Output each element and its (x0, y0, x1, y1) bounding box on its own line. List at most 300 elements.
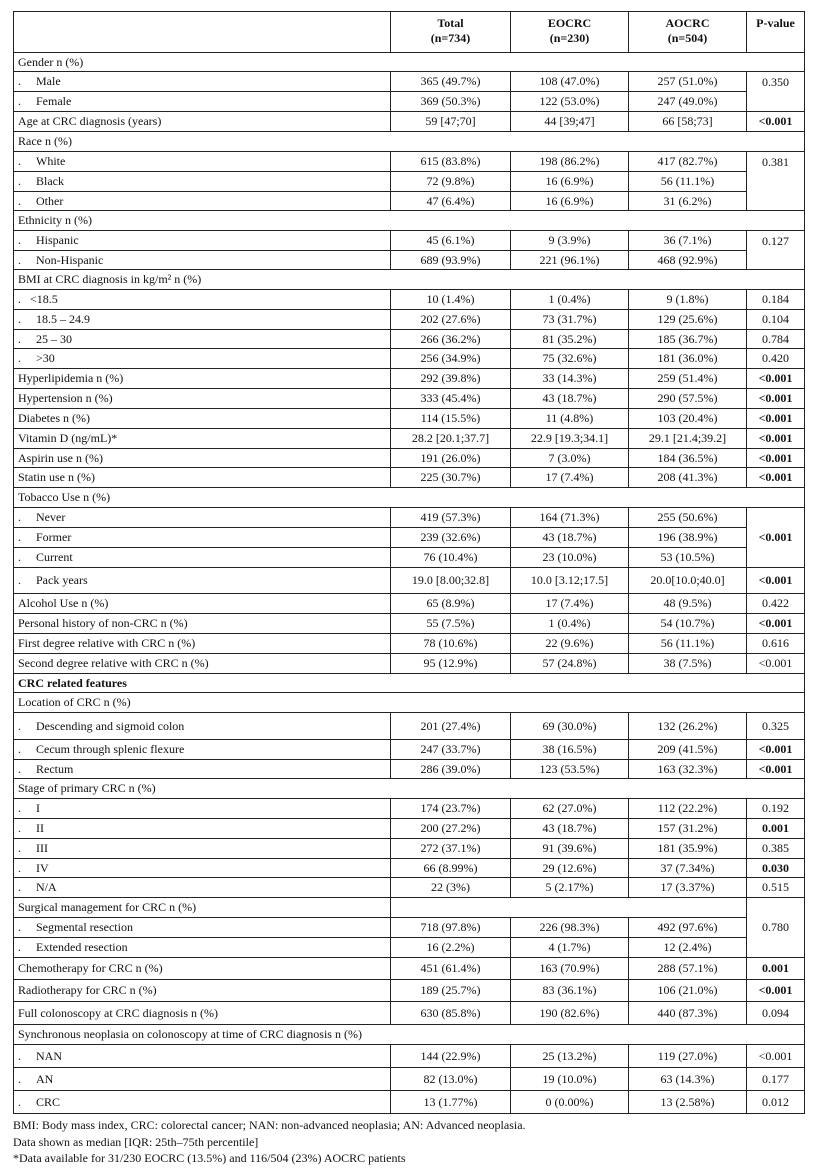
row-label-text: Hypertension n (%) (18, 391, 113, 405)
table-row (14, 740, 805, 760)
cell-eocrc: 57 (24.8%) (511, 654, 629, 674)
cell-pvalue: <0.001 (747, 980, 805, 1002)
cell-pvalue: 0.325 (747, 713, 805, 740)
cell-pvalue: <0.001 (747, 112, 805, 132)
table-body (14, 53, 805, 1114)
cell-eocrc: 16 (6.9%) (511, 192, 629, 211)
row-label-text: I (36, 801, 40, 815)
cell-total: 189 (25.7%) (391, 980, 511, 1002)
cell-aocrc: 247 (49.0%) (629, 92, 747, 112)
indent-dot: . (18, 1094, 21, 1109)
cell-total: 615 (83.8%) (391, 152, 511, 172)
cell-aocrc: 259 (51.4%) (629, 369, 747, 389)
row-label (14, 310, 391, 330)
table-row (14, 1091, 805, 1114)
cell-total: 19.0 [8.00;32.8] (391, 568, 511, 594)
row-label (14, 740, 391, 760)
table-row (14, 958, 805, 980)
row-label-text: Segmental resection (36, 920, 133, 934)
cell-eocrc: 1 (0.4%) (511, 614, 629, 634)
table-row (14, 251, 805, 270)
cell-aocrc: 103 (20.4%) (629, 409, 747, 429)
row-label-text: Descending and sigmoid colon (36, 718, 185, 733)
row-label-text: Pack years (36, 573, 88, 587)
cell-aocrc: 48 (9.5%) (629, 594, 747, 614)
cell-pvalue: 0.094 (747, 1002, 805, 1025)
row-label (14, 349, 391, 369)
cell-pvalue: 0.780 (747, 898, 805, 958)
table-row (14, 349, 805, 369)
row-label-text: Never (36, 510, 66, 524)
cell-aocrc: 157 (31.2%) (629, 819, 747, 839)
row-label (14, 508, 391, 528)
row-label (14, 779, 805, 799)
cell-aocrc: 13 (2.58%) (629, 1091, 747, 1114)
cell-aocrc: 20.0[10.0;40.0] (629, 568, 747, 594)
category-row (14, 898, 805, 918)
row-label-text: Synchronous neoplasia on colonoscopy at time of CRC diagnosis n (%) (18, 1027, 362, 1041)
row-label-text: Statin use n (%) (18, 470, 95, 484)
row-label-text: II (36, 821, 44, 835)
cell-total: 72 (9.8%) (391, 172, 511, 192)
cell-total: 689 (93.9%) (391, 251, 511, 270)
indent-dot: . (18, 550, 21, 564)
row-label-text: III (36, 841, 48, 855)
table-row (14, 859, 805, 878)
cell-pvalue: 0.012 (747, 1091, 805, 1114)
row-label-text: Race n (%) (18, 134, 72, 148)
row-label (14, 251, 391, 270)
row-label (14, 152, 391, 172)
row-label (14, 548, 391, 568)
cell-total: 266 (36.2%) (391, 330, 511, 349)
cell-total: 76 (10.4%) (391, 548, 511, 568)
row-label-text: Tobacco Use n (%) (18, 490, 111, 504)
footnote-median: Data shown as median [IQR: 25th–75th percentile] (13, 1134, 259, 1149)
cell-pvalue: 0.422 (747, 594, 805, 614)
cell-aocrc: 29.1 [21.4;39.2] (629, 429, 747, 449)
row-label-text: Aspirin use n (%) (18, 450, 103, 465)
header-total-n: (n=734) (430, 31, 471, 45)
indent-dot: . (18, 174, 21, 188)
cell-eocrc: 83 (36.1%) (511, 980, 629, 1002)
cell-aocrc: 163 (32.3%) (629, 760, 747, 779)
cell-total: 10 (1.4%) (391, 290, 511, 310)
row-label (14, 290, 391, 310)
cell-eocrc: 38 (16.5%) (511, 740, 629, 760)
row-label (14, 488, 805, 508)
table-row (14, 369, 805, 389)
cell-aocrc: 9 (1.8%) (629, 290, 747, 310)
row-label-text: Second degree relative with CRC n (%) (18, 656, 209, 670)
cell-aocrc: 56 (11.1%) (629, 172, 747, 192)
row-label (14, 92, 391, 112)
row-label (14, 878, 391, 898)
cell-aocrc: 257 (51.0%) (629, 72, 747, 92)
cell-pvalue: <0.001 (747, 568, 805, 594)
cell-total: 22 (3%) (391, 878, 511, 898)
cell-total: 66 (8.99%) (391, 859, 511, 878)
cell-aocrc: 112 (22.2%) (629, 799, 747, 819)
row-label (14, 72, 391, 92)
table-row (14, 528, 805, 548)
cell-total: 82 (13.0%) (391, 1068, 511, 1091)
category-row (14, 693, 805, 713)
cell-eocrc: 17 (7.4%) (511, 468, 629, 488)
indent-dot: . (18, 718, 21, 733)
cell-aocrc: 181 (36.0%) (629, 349, 747, 369)
cell-eocrc: 4 (1.7%) (511, 938, 629, 958)
row-label (14, 528, 391, 548)
cell-eocrc: 16 (6.9%) (511, 172, 629, 192)
table-row (14, 760, 805, 779)
header-aocrc-label: AOCRC (665, 16, 710, 30)
header-row (14, 12, 805, 53)
row-label-text: Gender n (%) (18, 54, 84, 69)
row-label-text: Diabetes n (%) (18, 411, 90, 425)
cell-eocrc: 22.9 [19.3;34.1] (511, 429, 629, 449)
cell-total: 114 (15.5%) (391, 409, 511, 429)
cell-pvalue: <0.001 (747, 740, 805, 760)
cell-aocrc: 12 (2.4%) (629, 938, 747, 958)
table-row (14, 152, 805, 172)
cell-total: 28.2 [20.1;37.7] (391, 429, 511, 449)
row-label (14, 713, 391, 740)
table-row (14, 799, 805, 819)
indent-dot: . (18, 292, 21, 306)
row-label (14, 449, 391, 468)
cell-total: 47 (6.4%) (391, 192, 511, 211)
cell-eocrc: 29 (12.6%) (511, 859, 629, 878)
cell-aocrc: 38 (7.5%) (629, 654, 747, 674)
header-pvalue (747, 12, 805, 53)
table-row (14, 839, 805, 859)
row-label (14, 819, 391, 839)
row-label-text: Alcohol Use n (%) (18, 596, 109, 610)
row-label-text: IV (36, 860, 49, 875)
cell-aocrc: 31 (6.2%) (629, 192, 747, 211)
row-label-text: First degree relative with CRC n (%) (18, 636, 196, 650)
header-total-label: Total (437, 16, 464, 30)
footnote-abbreviations: BMI: Body mass index, CRC: colorectal cancer; NAN: non-advanced neoplasia; AN: Advanced neoplasia. (13, 1118, 526, 1132)
cell-pvalue: <0.001 (747, 508, 805, 568)
cell-total: 286 (39.0%) (391, 760, 511, 779)
cell-aocrc: 181 (35.9%) (629, 839, 747, 859)
row-label-text: Hispanic (36, 233, 79, 247)
category-row (14, 132, 805, 152)
indent-dot: . (18, 940, 21, 954)
cell-aocrc: 54 (10.7%) (629, 614, 747, 634)
cell-eocrc: 62 (27.0%) (511, 799, 629, 819)
table-row (14, 172, 805, 192)
cell-total: 333 (45.4%) (391, 389, 511, 409)
table-row (14, 310, 805, 330)
cell-total: 419 (57.3%) (391, 508, 511, 528)
cell-eocrc: 164 (71.3%) (511, 508, 629, 528)
row-label-text: Chemotherapy for CRC n (%) (18, 961, 163, 975)
cell-pvalue: 0.001 (747, 958, 805, 980)
cell-total: 292 (39.8%) (391, 369, 511, 389)
indent-dot: . (18, 74, 21, 88)
row-label (14, 231, 391, 251)
cell-pvalue: <0.001 (747, 468, 805, 488)
header-eocrc (511, 12, 629, 53)
cell-aocrc: 209 (41.5%) (629, 740, 747, 760)
table-row (14, 389, 805, 409)
table-row (14, 409, 805, 429)
row-label (14, 172, 391, 192)
cell-total: 55 (7.5%) (391, 614, 511, 634)
cell-pvalue: 0.385 (747, 839, 805, 859)
cell-aocrc: 417 (82.7%) (629, 152, 747, 172)
cell-eocrc: 19 (10.0%) (511, 1068, 629, 1091)
table-row (14, 918, 805, 938)
cell-pvalue: 0.192 (747, 799, 805, 819)
cell-pvalue: <0.001 (747, 389, 805, 409)
indent-dot: . (18, 1071, 21, 1086)
table-row (14, 1068, 805, 1091)
cell-pvalue: 0.184 (747, 290, 805, 310)
indent-dot: . (18, 193, 21, 208)
row-label (14, 839, 391, 859)
cell-pvalue: 0.616 (747, 634, 805, 654)
cell-eocrc: 7 (3.0%) (511, 449, 629, 468)
category-row (14, 1025, 805, 1045)
header-pvalue-label: P-value (756, 16, 795, 30)
cell-total: 59 [47;70] (391, 112, 511, 132)
row-label (14, 1068, 391, 1091)
cell-total: 365 (49.7%) (391, 72, 511, 92)
empty-cell (391, 898, 747, 918)
table-row (14, 231, 805, 251)
row-label-text: White (36, 154, 66, 168)
cell-total: 174 (23.7%) (391, 799, 511, 819)
indent-dot: . (18, 920, 21, 934)
cell-pvalue: 0.001 (747, 819, 805, 839)
table-row (14, 429, 805, 449)
cell-aocrc: 129 (25.6%) (629, 310, 747, 330)
cell-pvalue: 0.515 (747, 878, 805, 898)
row-label-text: CRC related features (18, 675, 127, 690)
table-row (14, 878, 805, 898)
cell-total: 256 (34.9%) (391, 349, 511, 369)
cell-pvalue: <0.001 (747, 369, 805, 389)
cell-aocrc: 132 (26.2%) (629, 713, 747, 740)
row-label (14, 369, 391, 389)
cell-aocrc: 208 (41.3%) (629, 468, 747, 488)
row-label (14, 53, 805, 72)
row-label-text: Age at CRC diagnosis (years) (18, 114, 162, 128)
table-row (14, 938, 805, 958)
row-label-text: >30 (36, 351, 55, 365)
row-label-text: Female (36, 94, 72, 108)
cell-eocrc: 91 (39.6%) (511, 839, 629, 859)
cell-eocrc: 221 (96.1%) (511, 251, 629, 270)
row-label (14, 938, 391, 958)
cell-eocrc: 1 (0.4%) (511, 290, 629, 310)
cell-aocrc: 440 (87.3%) (629, 1002, 747, 1025)
cell-eocrc: 123 (53.5%) (511, 760, 629, 779)
row-label-text: Extended resection (36, 940, 128, 954)
row-label (14, 614, 391, 634)
row-label (14, 192, 391, 211)
row-label-text: Black (36, 174, 64, 188)
indent-dot: . (18, 351, 21, 365)
row-label (14, 918, 391, 938)
cell-total: 451 (61.4%) (391, 958, 511, 980)
row-label (14, 270, 805, 290)
row-label-text: Ethnicity n (%) (18, 213, 92, 227)
row-label (14, 211, 805, 231)
category-row (14, 488, 805, 508)
cell-eocrc: 0 (0.00%) (511, 1091, 629, 1114)
cell-eocrc: 43 (18.7%) (511, 528, 629, 548)
row-label-text: Rectum (36, 761, 74, 776)
cell-eocrc: 43 (18.7%) (511, 389, 629, 409)
table-row (14, 508, 805, 528)
row-label-text: N/A (36, 880, 57, 894)
cell-total: 16 (2.2%) (391, 938, 511, 958)
cell-aocrc: 66 [58;73] (629, 112, 747, 132)
header-variable (14, 12, 391, 53)
row-label-text: Other (36, 193, 64, 208)
indent-dot: . (18, 880, 21, 894)
row-label-text: BMI at CRC diagnosis in kg/m² n (%) (18, 272, 202, 286)
cell-eocrc: 22 (9.6%) (511, 634, 629, 654)
cell-pvalue: <0.001 (747, 760, 805, 779)
cell-pvalue: 0.104 (747, 310, 805, 330)
row-label-text: Current (36, 550, 73, 564)
table-row (14, 112, 805, 132)
table-row (14, 654, 805, 674)
cell-total: 45 (6.1%) (391, 231, 511, 251)
cell-eocrc: 108 (47.0%) (511, 72, 629, 92)
row-label-text: Full colonoscopy at CRC diagnosis n (%) (18, 1005, 218, 1020)
cell-total: 718 (97.8%) (391, 918, 511, 938)
header-aocrc (629, 12, 747, 53)
row-label-text: Radiotherapy for CRC n (%) (18, 983, 157, 997)
row-label-text: <18.5 (30, 292, 58, 306)
cell-eocrc: 11 (4.8%) (511, 409, 629, 429)
indent-dot: . (18, 530, 21, 544)
cell-eocrc: 10.0 [3.12;17.5] (511, 568, 629, 594)
cell-total: 630 (85.8%) (391, 1002, 511, 1025)
row-label (14, 760, 391, 779)
table-row (14, 634, 805, 654)
row-label (14, 1025, 805, 1045)
row-label-text: Personal history of non-CRC n (%) (18, 616, 188, 630)
row-label-text: Cecum through splenic flexure (36, 742, 185, 756)
cell-total: 200 (27.2%) (391, 819, 511, 839)
cell-eocrc: 163 (70.9%) (511, 958, 629, 980)
cell-total: 13 (1.77%) (391, 1091, 511, 1114)
cell-aocrc: 196 (38.9%) (629, 528, 747, 548)
row-label (14, 654, 391, 674)
cell-eocrc: 44 [39;47] (511, 112, 629, 132)
row-label-text: 18.5 – 24.9 (36, 312, 90, 326)
table-row (14, 290, 805, 310)
cell-pvalue: <0.001 (747, 429, 805, 449)
cell-pvalue: 0.420 (747, 349, 805, 369)
table-row (14, 548, 805, 568)
cell-eocrc: 190 (82.6%) (511, 1002, 629, 1025)
footnotes (13, 1117, 526, 1167)
cell-aocrc: 63 (14.3%) (629, 1068, 747, 1091)
characteristics-table (13, 11, 805, 1114)
table-row (14, 92, 805, 112)
category-row (14, 211, 805, 231)
row-label-text: AN (36, 1071, 54, 1086)
cell-pvalue: 0.030 (747, 859, 805, 878)
row-label-text: Hyperlipidemia n (%) (18, 371, 124, 385)
table-row (14, 1002, 805, 1025)
row-label-text: Male (36, 74, 61, 88)
table-row (14, 468, 805, 488)
cell-eocrc: 73 (31.7%) (511, 310, 629, 330)
table-row (14, 449, 805, 468)
indent-dot: . (18, 801, 21, 815)
category-row (14, 779, 805, 799)
category-row (14, 270, 805, 290)
row-label-text: NAN (36, 1048, 62, 1063)
indent-dot: . (18, 510, 21, 524)
section-row (14, 674, 805, 693)
cell-total: 202 (27.6%) (391, 310, 511, 330)
row-label-text: Surgical management for CRC n (%) (18, 900, 197, 914)
cell-aocrc: 492 (97.6%) (629, 918, 747, 938)
cell-pvalue: <0.001 (747, 449, 805, 468)
cell-aocrc: 17 (3.37%) (629, 878, 747, 898)
row-label (14, 568, 391, 594)
cell-eocrc: 33 (14.3%) (511, 369, 629, 389)
row-label (14, 799, 391, 819)
footnote-vitamin-d: *Data available for 31/230 EOCRC (13.5%) and 116/504 (23%) AOCRC patients (13, 1151, 406, 1165)
cell-pvalue: 0.784 (747, 330, 805, 349)
cell-pvalue: 0.350 (747, 72, 805, 112)
header-eocrc-label: EOCRC (547, 16, 592, 30)
table-row (14, 819, 805, 839)
cell-pvalue: <0.001 (747, 1045, 805, 1068)
cell-pvalue: <0.001 (747, 409, 805, 429)
header-eocrc-n: (n=230) (549, 31, 590, 45)
cell-eocrc: 43 (18.7%) (511, 819, 629, 839)
cell-total: 144 (22.9%) (391, 1045, 511, 1068)
indent-dot: . (18, 154, 21, 168)
cell-aocrc: 53 (10.5%) (629, 548, 747, 568)
indent-dot: . (18, 233, 21, 247)
indent-dot: . (18, 841, 21, 855)
row-label (14, 112, 391, 132)
indent-dot: . (18, 312, 21, 326)
cell-eocrc: 23 (10.0%) (511, 548, 629, 568)
cell-total: 239 (32.6%) (391, 528, 511, 548)
indent-dot: . (18, 331, 21, 346)
cell-aocrc: 468 (92.9%) (629, 251, 747, 270)
row-label-text: Non-Hispanic (36, 252, 104, 267)
cell-total: 65 (8.9%) (391, 594, 511, 614)
cell-eocrc: 25 (13.2%) (511, 1045, 629, 1068)
cell-pvalue: <0.001 (747, 614, 805, 634)
cell-total: 78 (10.6%) (391, 634, 511, 654)
row-label (14, 958, 391, 980)
row-label (14, 1045, 391, 1068)
cell-eocrc: 81 (35.2%) (511, 330, 629, 349)
row-label (14, 1091, 391, 1114)
cell-total: 247 (33.7%) (391, 740, 511, 760)
table-row (14, 192, 805, 211)
row-label (14, 132, 805, 152)
row-label (14, 594, 391, 614)
